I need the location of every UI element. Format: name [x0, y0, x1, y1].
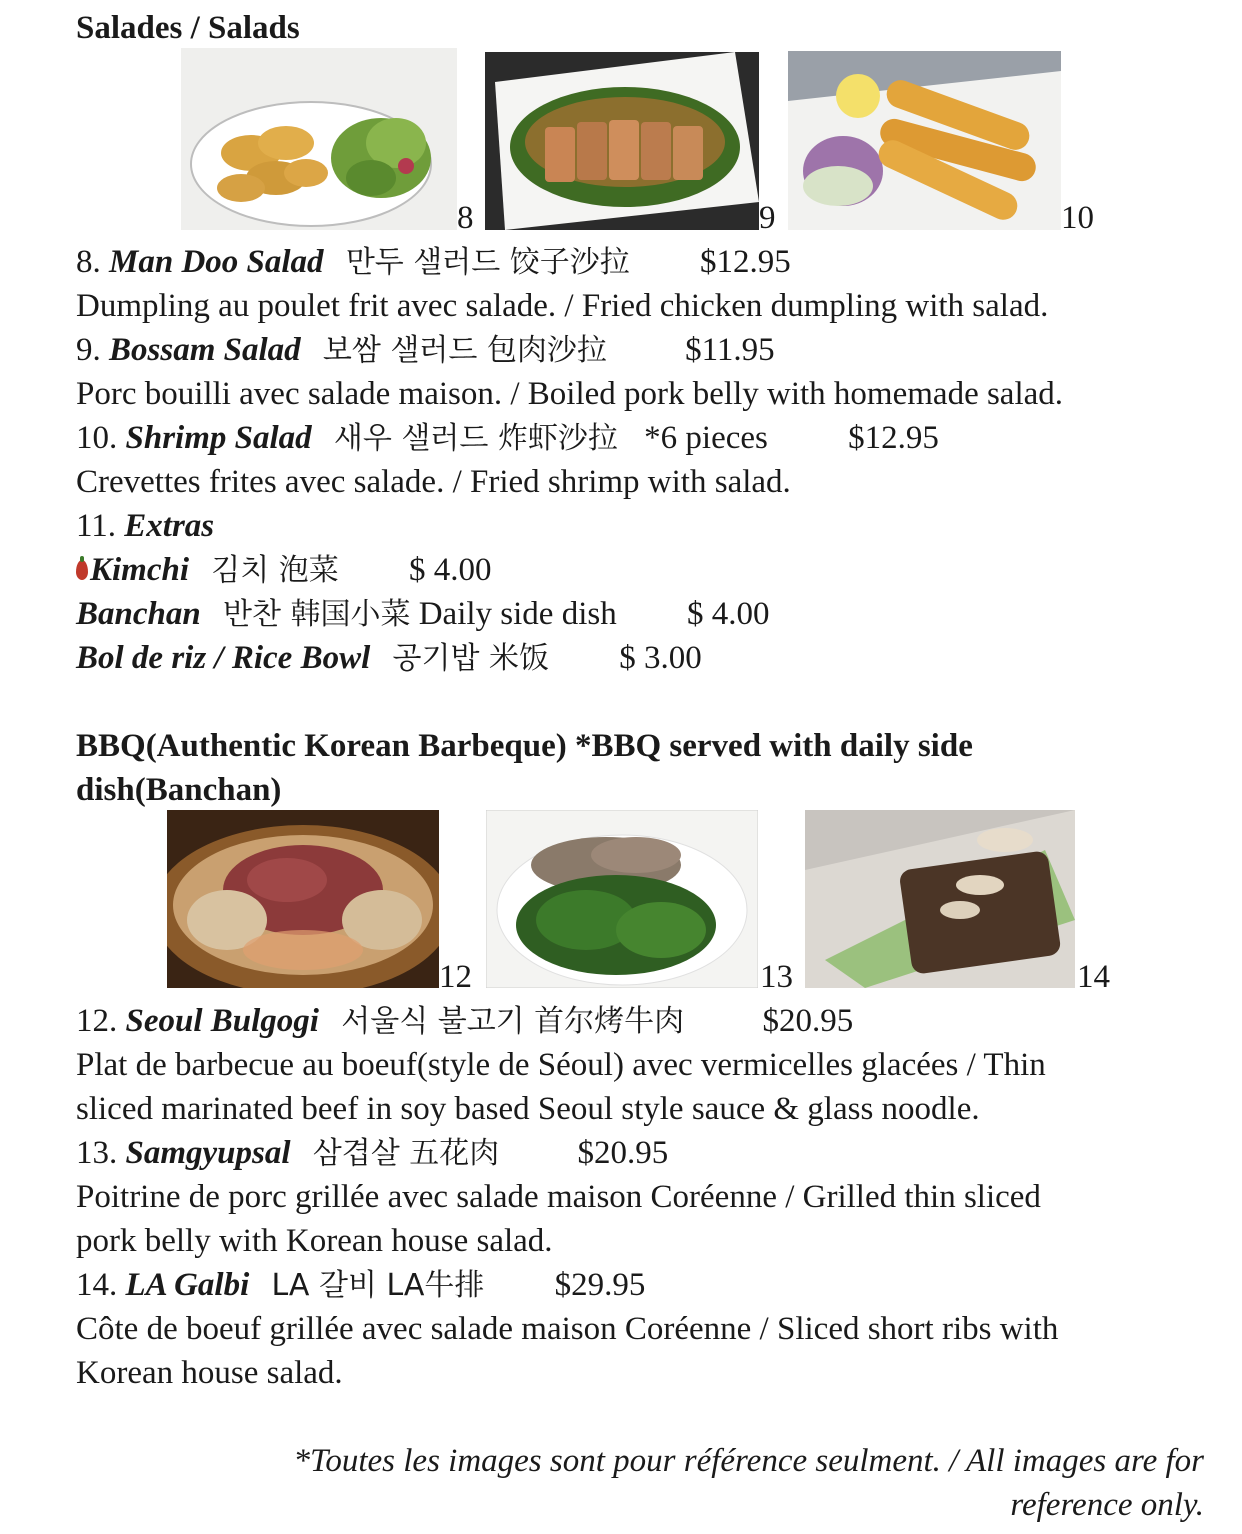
- item-price: $ 3.00: [619, 640, 702, 676]
- item-name: Banchan: [76, 596, 201, 632]
- photo-number-8: 8: [457, 200, 474, 236]
- bbq-heading: BBQ(Authentic Korean Barbeque) *BBQ served with daily side: [76, 728, 973, 764]
- item-name: Kimchi: [90, 552, 190, 588]
- bossam-salad-photo: [485, 52, 759, 230]
- photo-number-9: 9: [759, 200, 776, 236]
- item-description-continued: pork belly with Korean house salad.: [76, 1223, 553, 1259]
- extra-item-banchan: [76, 592, 769, 637]
- item-name: Man Doo Salad: [109, 244, 324, 280]
- item-name: Extras: [124, 508, 215, 544]
- photo-number-14: 14: [1077, 959, 1110, 995]
- item-description-continued: sliced marinated beef in soy based Seoul style sauce & glass noodle.: [76, 1091, 980, 1127]
- item-price: $12.95: [700, 244, 791, 280]
- item-price: $20.95: [762, 1003, 854, 1039]
- item-number: 14.: [76, 1267, 118, 1303]
- item-number: 9.: [76, 332, 101, 368]
- item-price: $12.95: [848, 420, 939, 456]
- item-description: Crevettes frites avec salade. / Fried shrimp with salad.: [76, 464, 791, 500]
- item-number: 8.: [76, 244, 101, 280]
- item-number: 12.: [76, 1003, 118, 1039]
- item-local-name: 반찬 韩国小菜: [222, 597, 411, 632]
- samgyupsal-photo: [486, 810, 758, 988]
- item-price: $20.95: [577, 1135, 669, 1171]
- salads-heading: Salades / Salads: [76, 10, 300, 46]
- la-galbi-photo: [805, 810, 1075, 988]
- item-local-name: 새우 샐러드 炸虾沙拉: [333, 421, 618, 456]
- item-number: 10.: [76, 420, 118, 456]
- item-description: Côte de boeuf grillée avec salade maison Coréenne / Sliced short ribs with: [76, 1311, 1059, 1347]
- extra-item-rice-bowl: [76, 636, 702, 681]
- item-local-name: LA 갈비 LA牛排: [271, 1268, 485, 1303]
- menu-item-12: [76, 999, 853, 1044]
- item-local-name: 공기밥 米饭: [392, 641, 549, 676]
- item-local-name: 서울식 불고기 首尔烤牛肉: [341, 1004, 685, 1039]
- menu-item-10: [76, 416, 939, 461]
- item-extra-note: Daily side dish: [418, 596, 617, 632]
- item-name: LA Galbi: [125, 1267, 250, 1303]
- photo-number-12: 12: [439, 959, 472, 995]
- photo-number-13: 13: [760, 959, 793, 995]
- item-local-name: 보쌈 샐러드 包肉沙拉: [322, 333, 607, 368]
- item-name: Shrimp Salad: [125, 420, 312, 456]
- item-description: Porc bouilli avec salade maison. / Boiled pork belly with homemade salad.: [76, 376, 1064, 412]
- item-local-name: 삼겹살 五花肉: [312, 1136, 500, 1171]
- photo-number-10: 10: [1061, 200, 1094, 236]
- item-extra-note: *6 pieces: [644, 420, 768, 456]
- menu-item-13: [76, 1131, 668, 1176]
- menu-item-11: [76, 504, 214, 548]
- menu-item-14: [76, 1263, 645, 1308]
- chili-icon: [76, 560, 88, 580]
- item-number: 13.: [76, 1135, 118, 1171]
- seoul-bulgogi-photo: [167, 810, 439, 988]
- man-doo-salad-photo: [181, 48, 457, 230]
- item-local-name: 만두 샐러드 饺子沙拉: [345, 245, 630, 280]
- item-price: $ 4.00: [686, 596, 770, 632]
- item-description-continued: Korean house salad.: [76, 1355, 343, 1391]
- shrimp-salad-photo: [788, 51, 1061, 230]
- menu-item-9: [76, 328, 775, 373]
- item-name: Seoul Bulgogi: [125, 1003, 319, 1039]
- extra-item-kimchi: [76, 548, 492, 593]
- item-price: $11.95: [685, 332, 775, 368]
- item-price: $ 4.00: [409, 552, 492, 588]
- bbq-heading-continued: dish(Banchan): [76, 772, 282, 808]
- menu-item-8: [76, 240, 791, 285]
- image-disclaimer: *Toutes les images sont pour référence seulment. / All images are for: [293, 1443, 1204, 1479]
- item-price: $29.95: [554, 1267, 646, 1303]
- item-name: Bol de riz / Rice Bowl: [76, 640, 371, 676]
- item-local-name: 김치 泡菜: [211, 553, 339, 588]
- item-number: 11.: [76, 508, 117, 544]
- item-name: Bossam Salad: [109, 332, 301, 368]
- item-description: Plat de barbecue au boeuf(style de Séoul) avec vermicelles glacées / Thin: [76, 1047, 1046, 1083]
- item-description: Poitrine de porc grillée avec salade maison Coréenne / Grilled thin sliced: [76, 1179, 1041, 1215]
- image-disclaimer-continued: reference only.: [1010, 1487, 1204, 1523]
- item-description: Dumpling au poulet frit avec salade. / Fried chicken dumpling with salad.: [76, 288, 1049, 324]
- item-name: Samgyupsal: [125, 1135, 291, 1171]
